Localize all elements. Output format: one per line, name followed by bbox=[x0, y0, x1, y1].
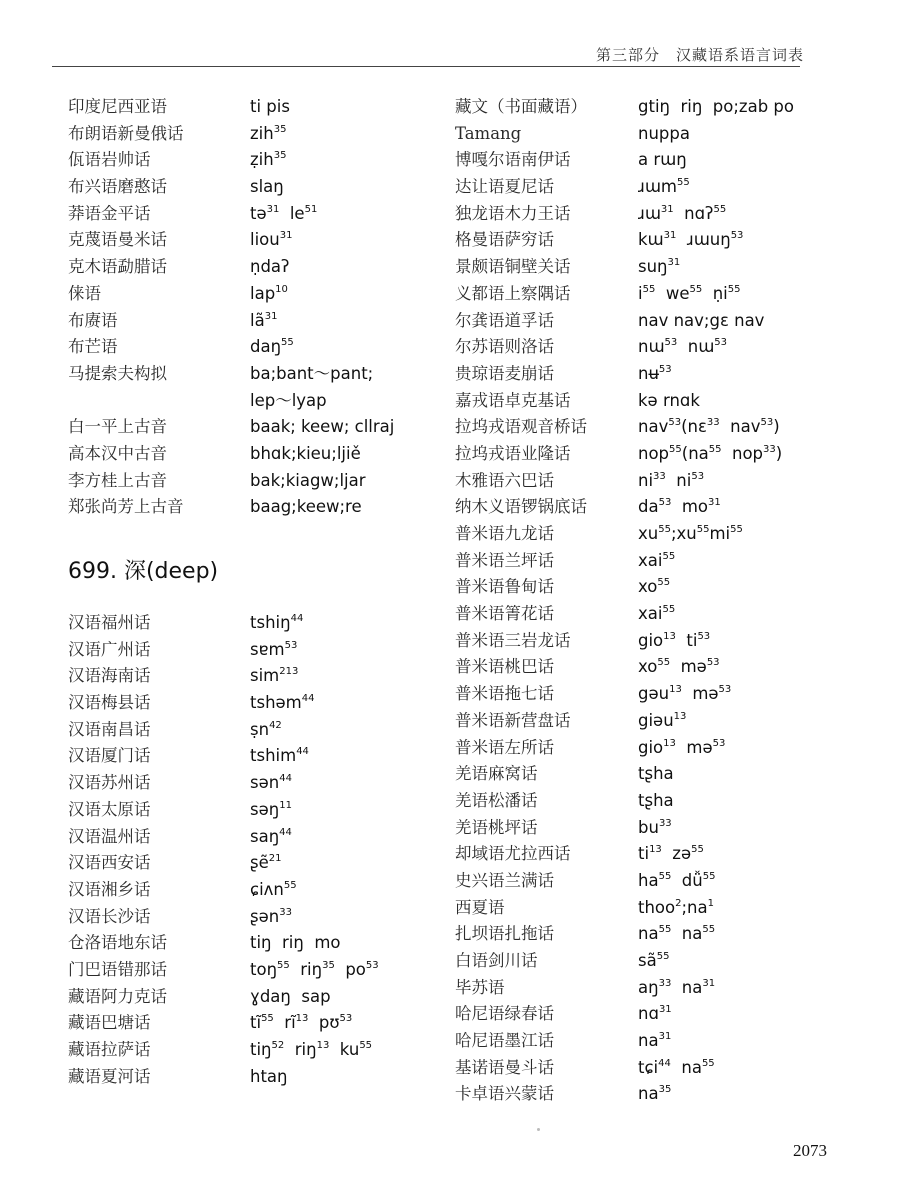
entry-row bbox=[68, 957, 448, 984]
entry-row bbox=[455, 121, 855, 148]
word-form: tshəm$^{44}$ bbox=[250, 693, 315, 713]
language-name: 却域语尤拉西话 bbox=[455, 844, 571, 864]
entry-row bbox=[68, 121, 448, 148]
word-form: $ti^{13}$ zə$^{55}$ bbox=[638, 844, 704, 864]
word-form: sim$^{213}$ bbox=[250, 666, 299, 686]
word-form: $aŋ^{33}$ $na^{31}$ bbox=[638, 977, 716, 997]
entry-row bbox=[68, 610, 448, 637]
language-name: 克蔑语曼米话 bbox=[68, 230, 167, 250]
language-name: 仓洛语地东话 bbox=[68, 933, 167, 953]
section-heading bbox=[68, 546, 448, 610]
language-name: 普米语九龙话 bbox=[455, 524, 554, 543]
language-name: 尔苏语则洛话 bbox=[455, 337, 554, 357]
entry-row bbox=[455, 574, 855, 601]
entry-row bbox=[68, 904, 448, 931]
right-column bbox=[455, 94, 855, 1108]
entry-row bbox=[68, 850, 448, 877]
language-name: 普米语兰坪话 bbox=[455, 550, 554, 570]
word-form: $na^{31}$ bbox=[638, 1031, 672, 1051]
entry-row bbox=[455, 281, 855, 308]
word-form: daŋ$^{55}$ bbox=[250, 337, 294, 357]
entry-row bbox=[455, 94, 855, 121]
word-form: $xu^{55};xu^{55}mi^{55}$ bbox=[638, 524, 743, 543]
language-name: 达让语夏尼话 bbox=[455, 177, 554, 197]
entry-row bbox=[455, 815, 855, 842]
word-form: slaŋ bbox=[250, 177, 284, 197]
language-name: 博嘎尔语南伊话 bbox=[455, 150, 571, 170]
language-name: 藏语巴塘话 bbox=[68, 1013, 151, 1033]
language-name: 格曼语萨穷话 bbox=[455, 230, 554, 250]
language-name: 郑张尚芳上古音 bbox=[68, 497, 184, 517]
language-name: 拉坞戎语观音桥话 bbox=[455, 417, 587, 437]
entry-row bbox=[455, 735, 855, 762]
entry-row bbox=[455, 201, 855, 228]
language-name: 普米语新营盘话 bbox=[455, 710, 571, 730]
language-name: 普米语桃巴话 bbox=[455, 657, 554, 677]
entry-row bbox=[455, 1055, 855, 1082]
entry-row bbox=[68, 308, 448, 335]
language-name: 贵琼语麦崩话 bbox=[455, 363, 554, 383]
word-form: nuppa bbox=[638, 123, 690, 143]
language-name: 哈尼语墨江话 bbox=[455, 1031, 554, 1051]
entry-row bbox=[68, 147, 448, 174]
word-form: $tĩ^{55}$ $rĩ^{13}$ pʊ$^{53}$ bbox=[250, 1013, 353, 1033]
entry-row bbox=[68, 1037, 448, 1064]
word-form: ba;bant～pant; bbox=[250, 363, 374, 383]
entry-row bbox=[68, 637, 448, 664]
entry-row bbox=[455, 948, 855, 975]
entry-row bbox=[68, 441, 448, 468]
word-form: $i^{55}$ $we^{55}$ ṇi$^{55}$ bbox=[638, 283, 741, 303]
entry-row bbox=[455, 334, 855, 361]
word-form: $sã^{55}$ bbox=[638, 951, 670, 970]
entry-list-deep bbox=[68, 610, 448, 1090]
word-form: kɯ$^{31}$ ɹɯuŋ$^{53}$ bbox=[638, 230, 744, 250]
word-form: $nop^{55}(na^{55}$ nop$^{33}$) bbox=[638, 443, 783, 463]
word-form: giəu$^{13}$ bbox=[638, 710, 687, 730]
word-form: tʂha bbox=[638, 764, 674, 784]
entry-row bbox=[68, 743, 448, 770]
word-form: bak;kiagw;ljar bbox=[250, 470, 366, 490]
language-name: 毕苏语 bbox=[455, 977, 505, 997]
entry-row bbox=[455, 921, 855, 948]
language-name: 普米语三岩龙话 bbox=[455, 630, 571, 650]
entry-row bbox=[68, 254, 448, 281]
entry-row bbox=[68, 877, 448, 904]
language-name: 白一平上古音 bbox=[68, 417, 167, 437]
word-form: $bu^{33}$ bbox=[638, 817, 672, 837]
word-form: ɹɯ$^{31}$ nɑʔ$^{55}$ bbox=[638, 203, 727, 223]
language-name: 拉坞戎语业隆话 bbox=[455, 443, 571, 463]
entry-row bbox=[455, 761, 855, 788]
language-name: 羌语麻窝话 bbox=[455, 764, 538, 784]
entry-row bbox=[455, 388, 855, 415]
language-name: 汉语福州话 bbox=[68, 613, 151, 632]
word-form: xai$^{55}$ bbox=[638, 604, 676, 624]
language-name: 嘉戎语卓克基话 bbox=[455, 390, 571, 410]
entry-row bbox=[68, 930, 448, 957]
language-name: 李方桂上古音 bbox=[68, 470, 167, 490]
entry-row bbox=[68, 94, 448, 121]
entry-row bbox=[455, 521, 855, 548]
entry-row bbox=[455, 548, 855, 575]
language-name: 普米语箐花话 bbox=[455, 604, 554, 624]
entry-row bbox=[455, 1001, 855, 1028]
word-form: suŋ$^{31}$ bbox=[638, 257, 681, 277]
language-name: 汉语苏州话 bbox=[68, 773, 151, 793]
language-name: 汉语湘乡话 bbox=[68, 879, 151, 899]
language-name: 布芒语 bbox=[68, 337, 118, 357]
word-form: $na^{55}$ $na^{55}$ bbox=[638, 924, 716, 944]
entry-row bbox=[455, 174, 855, 201]
word-form: tiŋ$^{52}$ riŋ$^{13}$ $ku^{55}$ bbox=[250, 1040, 373, 1059]
word-form: bhɑk;kieu;ljiě bbox=[250, 443, 361, 463]
word-form: $na^{35}$ bbox=[638, 1084, 672, 1104]
word-form: kə rnɑk bbox=[638, 390, 700, 410]
entry-row bbox=[68, 227, 448, 254]
language-name: 独龙语木力王话 bbox=[455, 203, 571, 223]
entry-row bbox=[455, 494, 855, 521]
section-gap bbox=[68, 521, 448, 546]
word-form: baag;keew;re bbox=[250, 497, 362, 517]
entry-row bbox=[68, 717, 448, 744]
entry-row bbox=[455, 308, 855, 335]
entry-row bbox=[68, 1064, 448, 1091]
header-rule bbox=[52, 66, 800, 67]
word-form: tshiŋ$^{44}$ bbox=[250, 613, 304, 632]
entry-row bbox=[455, 681, 855, 708]
language-name: 史兴语兰满话 bbox=[455, 870, 554, 890]
entry-row bbox=[68, 468, 448, 495]
word-form: ɹɯm$^{55}$ bbox=[638, 177, 690, 197]
entry-row bbox=[68, 824, 448, 851]
word-form: sɐm$^{53}$ bbox=[250, 639, 298, 659]
language-name: 景颇语铜壁关话 bbox=[455, 257, 571, 277]
word-form: a rɯŋ bbox=[638, 150, 687, 170]
entry-list-right bbox=[455, 94, 855, 1108]
language-name: 义都语上察隅话 bbox=[455, 283, 571, 303]
word-form: ʂən$^{33}$ bbox=[250, 906, 292, 926]
entry-row bbox=[68, 388, 448, 415]
language-name: 汉语西安话 bbox=[68, 853, 151, 873]
entry-row bbox=[455, 414, 855, 441]
word-form: tɕi$^{44}$ $na^{55}$ bbox=[638, 1057, 715, 1077]
language-name: 克木语勐腊话 bbox=[68, 257, 167, 277]
language-name: 西夏语 bbox=[455, 897, 505, 917]
language-name: 门巴语错那话 bbox=[68, 959, 167, 979]
language-name: 马提索夫构拟 bbox=[68, 363, 167, 383]
page-number: 2073 bbox=[793, 1141, 827, 1160]
entry-row bbox=[455, 1081, 855, 1108]
language-name: 木雅语六巴话 bbox=[455, 470, 554, 490]
word-form: ṣn$^{42}$ bbox=[250, 719, 282, 739]
word-form: gtiŋ riŋ po;zab po bbox=[638, 97, 794, 116]
word-form: sən$^{44}$ bbox=[250, 773, 292, 793]
language-name: 哈尼语绿春话 bbox=[455, 1004, 554, 1024]
language-name: 纳木义语锣锅底话 bbox=[455, 497, 587, 517]
word-form: tʂha bbox=[638, 790, 674, 810]
entry-row bbox=[68, 690, 448, 717]
word-form: $da^{53}$ $mo^{31}$ bbox=[638, 497, 721, 517]
entry-row bbox=[455, 147, 855, 174]
word-form: gio$^{13}$ mə$^{53}$ bbox=[638, 737, 726, 757]
word-form: tə$^{31}$ $le^{51}$ bbox=[250, 203, 318, 223]
word-form: $lã^{31}$ bbox=[250, 310, 278, 330]
entry-row bbox=[455, 628, 855, 655]
word-form: tiŋ riŋ mo bbox=[250, 933, 341, 953]
language-name: 白语剑川话 bbox=[455, 951, 538, 970]
word-form: baak; keew; cllraj bbox=[250, 417, 395, 437]
entry-row bbox=[455, 654, 855, 681]
language-name: 羌语桃坪话 bbox=[455, 817, 538, 837]
language-name: Tamang bbox=[455, 123, 522, 143]
language-name: 藏语拉萨话 bbox=[68, 1040, 151, 1059]
entry-row bbox=[455, 895, 855, 922]
entry-row bbox=[455, 227, 855, 254]
entry-row bbox=[68, 201, 448, 228]
word-form: $thoo^2;na^1$ bbox=[638, 897, 715, 917]
language-name: 布朗语新曼俄话 bbox=[68, 123, 184, 143]
language-name: 藏语阿力克话 bbox=[68, 986, 167, 1006]
word-form: gəu$^{13}$ mə$^{53}$ bbox=[638, 684, 732, 704]
word-form: xai$^{55}$ bbox=[638, 550, 676, 570]
entry-row bbox=[455, 1028, 855, 1055]
word-form: htaŋ bbox=[250, 1066, 288, 1086]
running-header: 第三部分 汉藏语系语言词表 bbox=[596, 46, 805, 64]
language-name: 普米语鲁甸话 bbox=[455, 577, 554, 597]
entry-row bbox=[68, 281, 448, 308]
word-form: ṇdaʔ bbox=[250, 257, 290, 277]
section-title: 699. 深(deep) bbox=[68, 559, 219, 584]
word-form: nav nav;gɛ nav bbox=[638, 310, 765, 330]
entry-row bbox=[68, 984, 448, 1011]
entry-row bbox=[68, 770, 448, 797]
word-form: liou$^{31}$ bbox=[250, 230, 293, 250]
word-form: nav$^{53}$(nɛ$^{33}$ nav$^{53}$) bbox=[638, 417, 780, 437]
language-name: 藏文（书面藏语） bbox=[455, 97, 587, 116]
word-form: saŋ$^{44}$ bbox=[250, 826, 292, 846]
entry-row bbox=[68, 1010, 448, 1037]
left-column bbox=[68, 94, 448, 1090]
word-form: $xo^{55}$ bbox=[638, 577, 671, 597]
entry-list-previous bbox=[68, 94, 448, 521]
language-name: 汉语温州话 bbox=[68, 826, 151, 846]
entry-row bbox=[68, 414, 448, 441]
language-name: 布兴语磨憨话 bbox=[68, 177, 167, 197]
word-form: ɣdaŋ sap bbox=[250, 986, 331, 1006]
word-form: gio$^{13}$ $ti^{53}$ bbox=[638, 630, 711, 650]
word-form: ɕiʌn$^{55}$ bbox=[250, 879, 297, 899]
entry-row bbox=[455, 788, 855, 815]
language-name: 莽语金平话 bbox=[68, 203, 151, 223]
language-name: 印度尼西亚语 bbox=[68, 97, 167, 116]
language-name: 汉语海南话 bbox=[68, 666, 151, 686]
language-name: 汉语长沙话 bbox=[68, 906, 151, 926]
entry-row bbox=[68, 494, 448, 521]
word-form: lep～lyap bbox=[250, 390, 327, 410]
entry-row bbox=[455, 975, 855, 1002]
language-name: 佤语岩帅话 bbox=[68, 150, 151, 170]
word-form: ʂẽ$^{21}$ bbox=[250, 853, 282, 873]
word-form: ẓih$^{35}$ bbox=[250, 150, 287, 170]
entry-row bbox=[455, 468, 855, 495]
language-name: 汉语太原话 bbox=[68, 799, 151, 819]
language-name: 基诺语曼斗话 bbox=[455, 1057, 554, 1077]
entry-row bbox=[455, 361, 855, 388]
word-form: nʉ$^{53}$ bbox=[638, 363, 672, 383]
entry-row bbox=[455, 254, 855, 281]
entry-row bbox=[455, 868, 855, 895]
word-form: $ha^{55}$ $dǚ^{55}$ bbox=[638, 870, 716, 890]
entry-row bbox=[68, 361, 448, 388]
entry-row bbox=[455, 601, 855, 628]
language-name: 汉语厦门话 bbox=[68, 746, 151, 766]
word-form: səŋ$^{11}$ bbox=[250, 799, 292, 819]
language-name: 俫语 bbox=[68, 283, 101, 303]
language-name: 羌语松潘话 bbox=[455, 790, 538, 810]
word-form: $ni^{33}$ $ni^{53}$ bbox=[638, 470, 705, 490]
language-name: 藏语夏河话 bbox=[68, 1066, 151, 1086]
language-name: 普米语左所话 bbox=[455, 737, 554, 757]
language-name: 汉语梅县话 bbox=[68, 693, 151, 713]
entry-row bbox=[455, 441, 855, 468]
word-form: $xo^{55}$ mə$^{53}$ bbox=[638, 657, 720, 677]
language-name: 尔龚语道孚话 bbox=[455, 310, 554, 330]
language-name: 扎坝语扎拖话 bbox=[455, 924, 554, 944]
word-form: tshim$^{44}$ bbox=[250, 746, 309, 766]
word-form: nɑ$^{31}$ bbox=[638, 1004, 672, 1024]
entry-row bbox=[455, 708, 855, 735]
language-name: 布赓语 bbox=[68, 310, 118, 330]
entry-row bbox=[68, 797, 448, 824]
word-form: lap$^{10}$ bbox=[250, 283, 288, 303]
word-form: toŋ$^{55}$ riŋ$^{35}$ $po^{53}$ bbox=[250, 959, 379, 979]
entry-row bbox=[68, 334, 448, 361]
entry-row bbox=[68, 663, 448, 690]
language-name: 普米语拖七话 bbox=[455, 684, 554, 704]
entry-row bbox=[68, 174, 448, 201]
language-name: 高本汉中古音 bbox=[68, 443, 167, 463]
print-mark bbox=[537, 1128, 540, 1131]
language-name: 汉语南昌话 bbox=[68, 719, 151, 739]
language-name: 汉语广州话 bbox=[68, 639, 151, 659]
word-form: nɯ$^{53}$ nɯ$^{53}$ bbox=[638, 337, 728, 357]
word-form: zih$^{35}$ bbox=[250, 123, 287, 143]
word-form: ti pis bbox=[250, 97, 290, 116]
entry-row bbox=[455, 841, 855, 868]
language-name: 卡卓语兴蒙话 bbox=[455, 1084, 554, 1104]
